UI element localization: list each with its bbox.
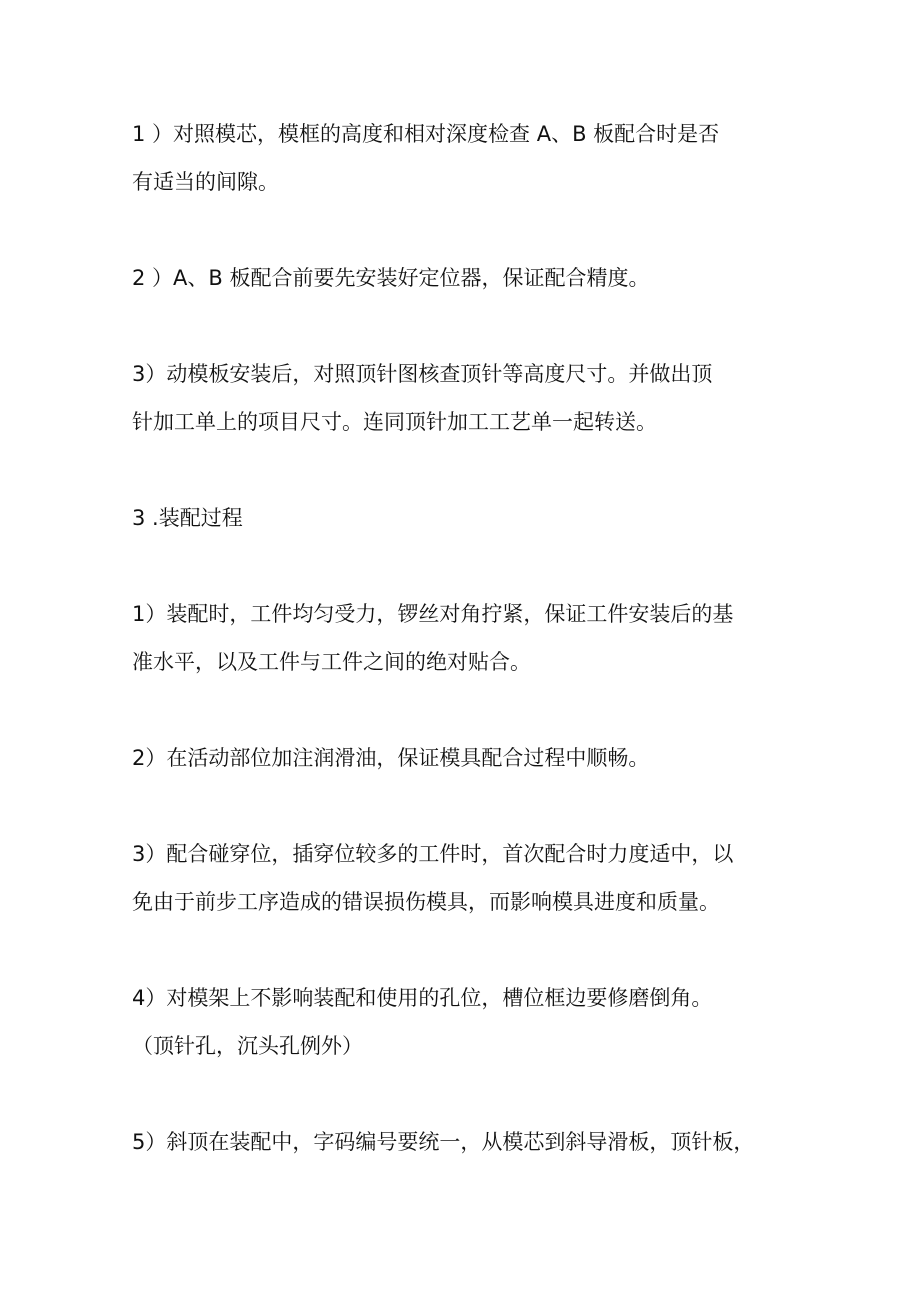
paragraph-8 [132,974,797,1070]
paragraph-line: 1 ）对照模芯，模框的高度和相对深度检查 A、B 板配合时是否 [132,122,720,146]
paragraph-line: 针加工单上的项目尺寸。连同顶针加工工艺单一起转送。 [132,410,657,434]
paragraph-line: 4）对模架上不影响装配和使用的孔位，槽位框边要修磨倒角。 [132,986,713,1010]
paragraph-line: 3）动模板安装后，对照顶针图核查顶针等高度尺寸。并做出顶 [132,362,713,386]
paragraph-line: 2）在活动部位加注润滑油，保证模具配合过程中顺畅。 [132,746,650,770]
paragraph-line: 免由于前步工序造成的错误损伤模具，而影响模具进度和质量。 [132,890,720,914]
paragraph-6 [132,734,797,782]
paragraph-1 [132,110,797,206]
paragraph-line: 有适当的间隙。 [132,170,279,194]
paragraph-line: 1）装配时，工件均匀受力，锣丝对角拧紧，保证工件安装后的基 [132,602,734,626]
paragraph-line: 5）斜顶在装配中，字码编号要统一，从模芯到斜导滑板，顶针板， [132,1130,755,1154]
paragraph-line: （顶针孔，沉头孔例外） [132,1034,363,1058]
section-heading [132,494,797,542]
paragraph-3 [132,350,797,446]
paragraph-line: 3）配合碰穿位，插穿位较多的工件时，首次配合时力度适中，以 [132,842,734,866]
paragraph-line: 2 ）A、B 板配合前要先安装好定位器，保证配合精度。 [132,266,650,290]
paragraph-line: 3 .装配过程 [132,506,243,530]
paragraph-7 [132,830,797,926]
paragraph-line: 准水平，以及工件与工件之间的绝对贴合。 [132,650,531,674]
paragraph-5 [132,590,797,686]
paragraph-9 [132,1118,797,1166]
paragraph-2 [132,254,797,302]
